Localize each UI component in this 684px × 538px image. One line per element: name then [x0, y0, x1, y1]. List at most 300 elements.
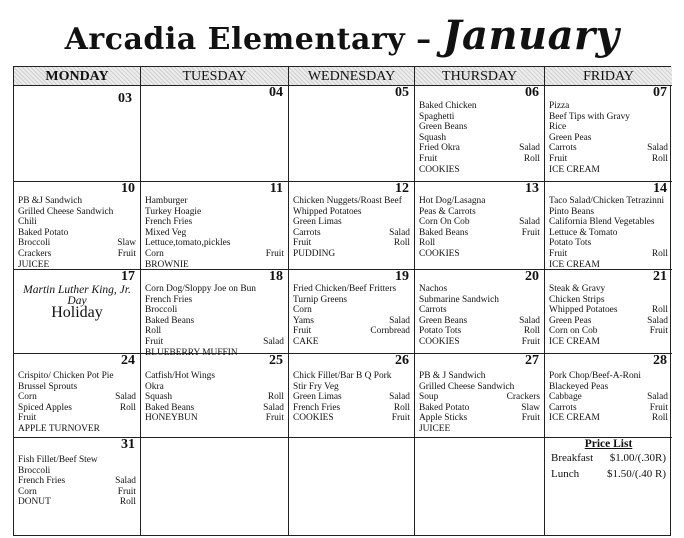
menu-item-text: COOKIES [293, 413, 334, 424]
menu-items [419, 284, 540, 348]
menu-item-text: French Fries [145, 294, 193, 305]
menu-item [419, 196, 540, 207]
menu-item-side: Fruit [117, 486, 136, 497]
menu-item [293, 228, 410, 239]
menu-item-side: Cornbread [370, 326, 410, 337]
menu-item-side: Salad [389, 392, 410, 403]
menu-item [18, 413, 136, 424]
menu-item-text: Carrots [293, 227, 321, 238]
menu-item-side: Salad [263, 336, 284, 347]
menu-item-text: Peas & Carrots [419, 206, 476, 217]
menu-item-text: DONUT [18, 497, 51, 508]
menu-item [145, 284, 284, 295]
day-cell-03 [14, 86, 141, 182]
menu-item-text: Broccoli [145, 305, 178, 316]
menu-item-text: Taco Salad/Chicken Tetrazinni [549, 196, 665, 206]
menu-items [145, 196, 284, 270]
menu-item [293, 382, 410, 393]
menu-item-side: Crackers [506, 392, 540, 403]
menu-item [18, 466, 136, 477]
menu-item-text: Spiced Apples [18, 402, 72, 413]
price-breakfast-label: Breakfast [551, 452, 594, 464]
menu-item [419, 165, 540, 176]
menu-item [419, 143, 540, 154]
header-thursday: THURSDAY [415, 67, 545, 86]
menu-items [145, 371, 284, 424]
menu-item-text: Lettuce & Tomato [549, 227, 618, 238]
menu-item-side: Fruit [521, 413, 540, 424]
menu-item [18, 371, 136, 382]
day-number: 13 [525, 181, 539, 196]
menu-item [293, 217, 410, 228]
menu-item-text: Baked Potato [419, 402, 470, 413]
menu-item-text: ICE CREAM [549, 336, 600, 347]
header-wednesday: WEDNESDAY [289, 67, 415, 86]
menu-item-text: ICE CREAM [549, 164, 600, 175]
menu-items [419, 101, 540, 175]
menu-item [293, 295, 410, 306]
menu-item [549, 207, 668, 218]
day-cell-06 [415, 86, 545, 182]
menu-item-text: Crackers [18, 248, 52, 259]
menu-item-side: Roll [119, 402, 136, 413]
menu-item-text: Baked Beans [419, 227, 469, 238]
menu-item-side: Salad [389, 315, 410, 326]
menu-item [549, 326, 668, 337]
menu-item-side: Roll [523, 326, 540, 337]
menu-item-side: Salad [519, 143, 540, 154]
menu-item [18, 487, 136, 498]
menu-items [549, 371, 668, 424]
menu-item [18, 207, 136, 218]
day-cell-19 [289, 270, 415, 354]
menu-item [18, 403, 136, 414]
menu-item-side: Fruit [521, 227, 540, 238]
menu-item [419, 207, 540, 218]
menu-item-text: Yams [293, 315, 314, 326]
menu-item-text: Broccoli [18, 238, 51, 249]
day-number: 21 [653, 269, 667, 284]
menu-item [419, 413, 540, 424]
menu-item-text: Green Beans [419, 315, 468, 326]
menu-items [549, 284, 668, 348]
menu-item-text: COOKIES [419, 248, 460, 259]
menu-item-text: Hamburger [145, 196, 188, 206]
price-lunch-value: $1.50/(.40 R) [607, 468, 666, 480]
menu-item-text: Baked Beans [145, 402, 195, 413]
menu-item [293, 337, 410, 348]
menu-item [549, 165, 668, 176]
menu-item-side: Fruit [649, 326, 668, 337]
menu-item-text: Mixed Veg [145, 227, 187, 238]
day-number: 14 [653, 181, 667, 196]
menu-item-text: Crispito/ Chicken Pot Pie [18, 371, 114, 381]
menu-item [549, 238, 668, 249]
empty-cell [141, 438, 289, 535]
menu-item [145, 196, 284, 207]
menu-item-text: CAKE [293, 336, 319, 347]
menu-item [419, 382, 540, 393]
menu-item-text: Chicken Nuggets/Roast Beef [293, 196, 402, 206]
menu-item-text: Carrots [549, 143, 577, 154]
menu-item-text: Fruit [293, 326, 312, 337]
menu-item-text: Squash [145, 392, 173, 403]
menu-item-text: Beef Tips with Gravy [549, 111, 630, 122]
menu-item-text: PB & J Sandwich [419, 371, 486, 381]
day-number: 10 [121, 181, 135, 196]
day-number: 19 [395, 269, 409, 284]
day-cell-18 [141, 269, 289, 358]
menu-item-text: Rice [549, 122, 567, 133]
menu-item [145, 238, 284, 249]
menu-item [549, 122, 668, 133]
day-number: 07 [653, 85, 667, 100]
menu-item [293, 403, 410, 414]
menu-item-text: Pizza [549, 101, 570, 111]
menu-item-text: Whipped Potatoes [293, 206, 362, 217]
menu-item-text: Pork Chop/Beef-A-Roni [549, 371, 641, 381]
menu-item-text: French Fries [293, 402, 341, 413]
menu-item-text: French Fries [145, 217, 193, 228]
menu-item-side: Salad [389, 227, 410, 238]
menu-item [18, 260, 136, 271]
menu-item-text: BLUEBERRY MUFFIN [145, 347, 238, 358]
menu-item-text: Chili [18, 217, 37, 228]
menu-item-text: Corn [18, 392, 37, 403]
menu-item [145, 295, 284, 306]
menu-item-side: Roll [393, 402, 410, 413]
menu-item [145, 392, 284, 403]
price-list-title: Price List [584, 438, 633, 450]
menu-item-text: Okra [145, 381, 164, 392]
day-number: 05 [395, 85, 409, 100]
menu-item-side: Salad [647, 392, 668, 403]
menu-items [18, 196, 136, 270]
menu-item-text: Grilled Cheese Sandwich [18, 206, 114, 217]
menu-item [145, 249, 284, 260]
header-tuesday: TUESDAY [141, 67, 289, 86]
menu-item-text: Fried Okra [419, 143, 460, 154]
menu-item-text: Fish Fillet/Beef Stew [18, 455, 98, 465]
menu-item [549, 143, 668, 154]
school-name: Arcadia Elementary – [64, 22, 432, 57]
menu-item [549, 403, 668, 414]
day-cell-17 [14, 270, 141, 354]
menu-item [293, 284, 410, 295]
menu-item-text: Steak & Gravy [549, 284, 606, 294]
menu-items [293, 371, 410, 424]
day-number: 26 [395, 353, 409, 368]
page-title [0, 12, 684, 59]
menu-items [549, 101, 668, 175]
menu-item [549, 371, 668, 382]
day-cell-07 [545, 86, 672, 182]
day-cell-26 [289, 354, 415, 438]
menu-item-text: COOKIES [419, 336, 460, 347]
menu-item [293, 392, 410, 403]
menu-item-text: Pinto Beans [549, 206, 595, 217]
menu-item-text: PB &J Sandwich [18, 196, 83, 206]
menu-item [293, 207, 410, 218]
day-cell-28 [545, 354, 672, 438]
menu-item [145, 382, 284, 393]
day-cell-04 [141, 86, 289, 182]
menu-item [549, 382, 668, 393]
menu-item-text: Corn [293, 305, 312, 316]
menu-item-text: Green Limas [293, 392, 342, 403]
holiday-name: Martin Luther King, Jr. Day [23, 284, 131, 307]
menu-item-text: Baked Chicken [419, 101, 477, 111]
menu-item [145, 337, 284, 348]
menu-item-side: Slaw [117, 238, 136, 249]
menu-item [293, 316, 410, 327]
menu-item [18, 238, 136, 249]
menu-item-side: Roll [651, 305, 668, 316]
day-cell-24 [14, 354, 141, 438]
menu-item [145, 217, 284, 228]
day-number: 12 [395, 181, 409, 196]
day-cell-20 [415, 270, 545, 354]
menu-item-side: Salad [115, 476, 136, 487]
price-lunch-label: Lunch [551, 468, 580, 480]
menu-items [419, 196, 540, 260]
menu-item [549, 249, 668, 260]
menu-item [18, 196, 136, 207]
menu-item-text: Soup [419, 392, 439, 403]
day-number: 11 [269, 181, 283, 196]
menu-item [293, 326, 410, 337]
menu-item-text: Potato Tots [419, 326, 462, 337]
menu-item-text: Baked Beans [145, 315, 195, 326]
menu-item-side: Fruit [265, 248, 284, 259]
day-cell-13 [415, 182, 545, 270]
menu-item [419, 101, 540, 112]
menu-item-text: Fried Chicken/Beef Fritters [293, 284, 397, 294]
menu-item-side: Roll [651, 413, 668, 424]
menu-item [145, 371, 284, 382]
menu-item [419, 371, 540, 382]
day-cell-11 [141, 182, 289, 270]
menu-item-side: Roll [651, 248, 668, 259]
menu-item [419, 249, 540, 260]
menu-item-text: Submarine Sandwich [419, 294, 499, 305]
menu-item-text: JUICEE [18, 259, 50, 270]
menu-item-text: Stir Fry Veg [293, 381, 339, 392]
menu-item-side: Roll [393, 238, 410, 249]
menu-item [549, 316, 668, 327]
menu-item [549, 413, 668, 424]
menu-item-text: APPLE TURNOVER [18, 423, 100, 434]
menu-item-text: Fruit [419, 153, 438, 164]
header-friday: FRIDAY [545, 67, 672, 86]
menu-item [293, 305, 410, 316]
menu-item [549, 101, 668, 112]
menu-item-side: Fruit [391, 413, 410, 424]
menu-item [419, 217, 540, 228]
menu-item-side: Salad [263, 402, 284, 413]
menu-item-text: HONEYBUN [145, 413, 198, 424]
menu-item-text: PUDDING [293, 248, 336, 259]
menu-item-text: Spaghetti [419, 111, 455, 122]
menu-items [145, 284, 284, 358]
menu-item [18, 455, 136, 466]
menu-item-text: Broccoli [18, 465, 51, 476]
menu-item [549, 284, 668, 295]
menu-item-text: Blackeyed Peas [549, 381, 609, 392]
month-name: January [442, 12, 620, 59]
menu-item [549, 337, 668, 348]
day-cell-21 [545, 270, 672, 354]
menu-item-text: Fruit [549, 153, 568, 164]
menu-item [419, 284, 540, 295]
day-cell-14 [545, 182, 672, 270]
menu-item-side: Fruit [521, 336, 540, 347]
menu-items [419, 371, 540, 435]
menu-item [419, 424, 540, 435]
menu-item [18, 217, 136, 228]
day-cell-25 [141, 354, 289, 438]
menu-item [419, 238, 540, 249]
menu-item-text: Green Peas [549, 132, 592, 143]
menu-item-side: Slaw [521, 402, 540, 413]
day-number: 06 [525, 85, 539, 100]
menu-item-text: Corn [18, 486, 37, 497]
price-list [545, 438, 672, 535]
menu-item-side: Roll [119, 497, 136, 508]
menu-item [145, 403, 284, 414]
menu-item-text: Roll [419, 238, 436, 249]
menu-item [549, 133, 668, 144]
day-cell-10 [14, 182, 141, 270]
day-cell-31 [14, 438, 141, 535]
menu-item-text: Potato Tots [549, 238, 592, 249]
menu-item-text: Fruit [18, 413, 37, 424]
menu-item-text: Hot Dog/Lasagna [419, 196, 486, 206]
menu-item [145, 207, 284, 218]
menu-item-text: Apple Sticks [419, 413, 468, 424]
menu-item-text: Lettuce,tomato,pickles [145, 238, 231, 249]
day-number: 31 [121, 437, 135, 452]
menu-item-text: Squash [419, 132, 447, 143]
menu-item [145, 260, 284, 271]
menu-item-text: Corn on Cob [549, 326, 598, 337]
menu-item-side: Salad [519, 315, 540, 326]
menu-item [18, 497, 136, 508]
menu-item [293, 249, 410, 260]
menu-item-side: Salad [115, 392, 136, 403]
menu-item [549, 196, 668, 207]
menu-item [419, 154, 540, 165]
menu-item-text: ICE CREAM [549, 259, 600, 270]
menu-item-side: Fruit [265, 413, 284, 424]
menu-item-side: Roll [523, 153, 540, 164]
menu-item [419, 326, 540, 337]
menu-item-side: Salad [519, 217, 540, 228]
menu-item [293, 371, 410, 382]
menu-item-text: COOKIES [419, 164, 460, 175]
day-number: 27 [525, 353, 539, 368]
empty-cell [289, 438, 415, 535]
menu-item-text: Corn On Cob [419, 217, 470, 228]
menu-item [18, 382, 136, 393]
menu-item-side: Fruit [117, 248, 136, 259]
menu-item-side: Salad [647, 315, 668, 326]
menu-item-text: Carrots [549, 402, 577, 413]
menu-items [293, 196, 410, 260]
menu-item-text: Catfish/Hot Wings [145, 371, 216, 381]
day-cell-27 [415, 354, 545, 438]
menu-item [18, 476, 136, 487]
menu-item-text: Roll [145, 326, 162, 337]
menu-item [549, 392, 668, 403]
menu-item [419, 316, 540, 327]
menu-item [293, 238, 410, 249]
menu-item [419, 295, 540, 306]
menu-item-text: French Fries [18, 476, 66, 487]
menu-item-text: Corn Dog/Sloppy Joe on Bun [145, 284, 256, 294]
menu-item [419, 403, 540, 414]
menu-item [549, 217, 668, 228]
menu-item-text: California Blend Vegetables [549, 217, 655, 228]
menu-item-text: Carrots [419, 305, 447, 316]
menu-item-text: Baked Potato [18, 227, 69, 238]
day-number: 28 [653, 353, 667, 368]
menu-item-text: Green Limas [293, 217, 342, 228]
menu-item [419, 228, 540, 239]
day-number: 25 [269, 353, 283, 368]
menu-items [293, 284, 410, 348]
day-number: 03 [118, 91, 132, 106]
menu-item [549, 228, 668, 239]
menu-item [145, 326, 284, 337]
menu-item-side: Salad [647, 143, 668, 154]
menu-item-text: Fruit [145, 336, 164, 347]
menu-item-text: Fruit [549, 248, 568, 259]
day-number: 24 [121, 353, 135, 368]
menu-item [419, 112, 540, 123]
holiday-label: Holiday [51, 304, 103, 321]
menu-item-text: Cabbage [549, 392, 582, 403]
menu-item [549, 305, 668, 316]
menu-item-side: Fruit [649, 402, 668, 413]
menu-item-text: Green Peas [549, 315, 592, 326]
menu-item-text: Turkey Hoagie [145, 206, 202, 217]
menu-item-text: Chick Fillet/Bar B Q Pork [293, 371, 392, 381]
menu-item-text: Whipped Potatoes [549, 305, 618, 316]
menu-item [293, 413, 410, 424]
empty-cell [415, 438, 545, 535]
menu-item [419, 305, 540, 316]
menu-item [293, 196, 410, 207]
menu-item [145, 316, 284, 327]
menu-item [549, 154, 668, 165]
day-cell-05 [289, 86, 415, 182]
menu-item-text: Corn [145, 248, 164, 259]
menu-item [18, 249, 136, 260]
day-number: 04 [269, 85, 283, 100]
menu-item-text: Turnip Greens [293, 294, 348, 305]
menu-items [549, 196, 668, 270]
menu-item [419, 392, 540, 403]
menu-item-side: Roll [267, 392, 284, 403]
header-monday: MONDAY [14, 67, 141, 86]
menu-item-text: Grilled Cheese Sandwich [419, 381, 515, 392]
menu-item [419, 337, 540, 348]
menu-item [419, 122, 540, 133]
menu-item [419, 133, 540, 144]
menu-item-text: Nachos [419, 284, 448, 294]
menu-item [145, 228, 284, 239]
